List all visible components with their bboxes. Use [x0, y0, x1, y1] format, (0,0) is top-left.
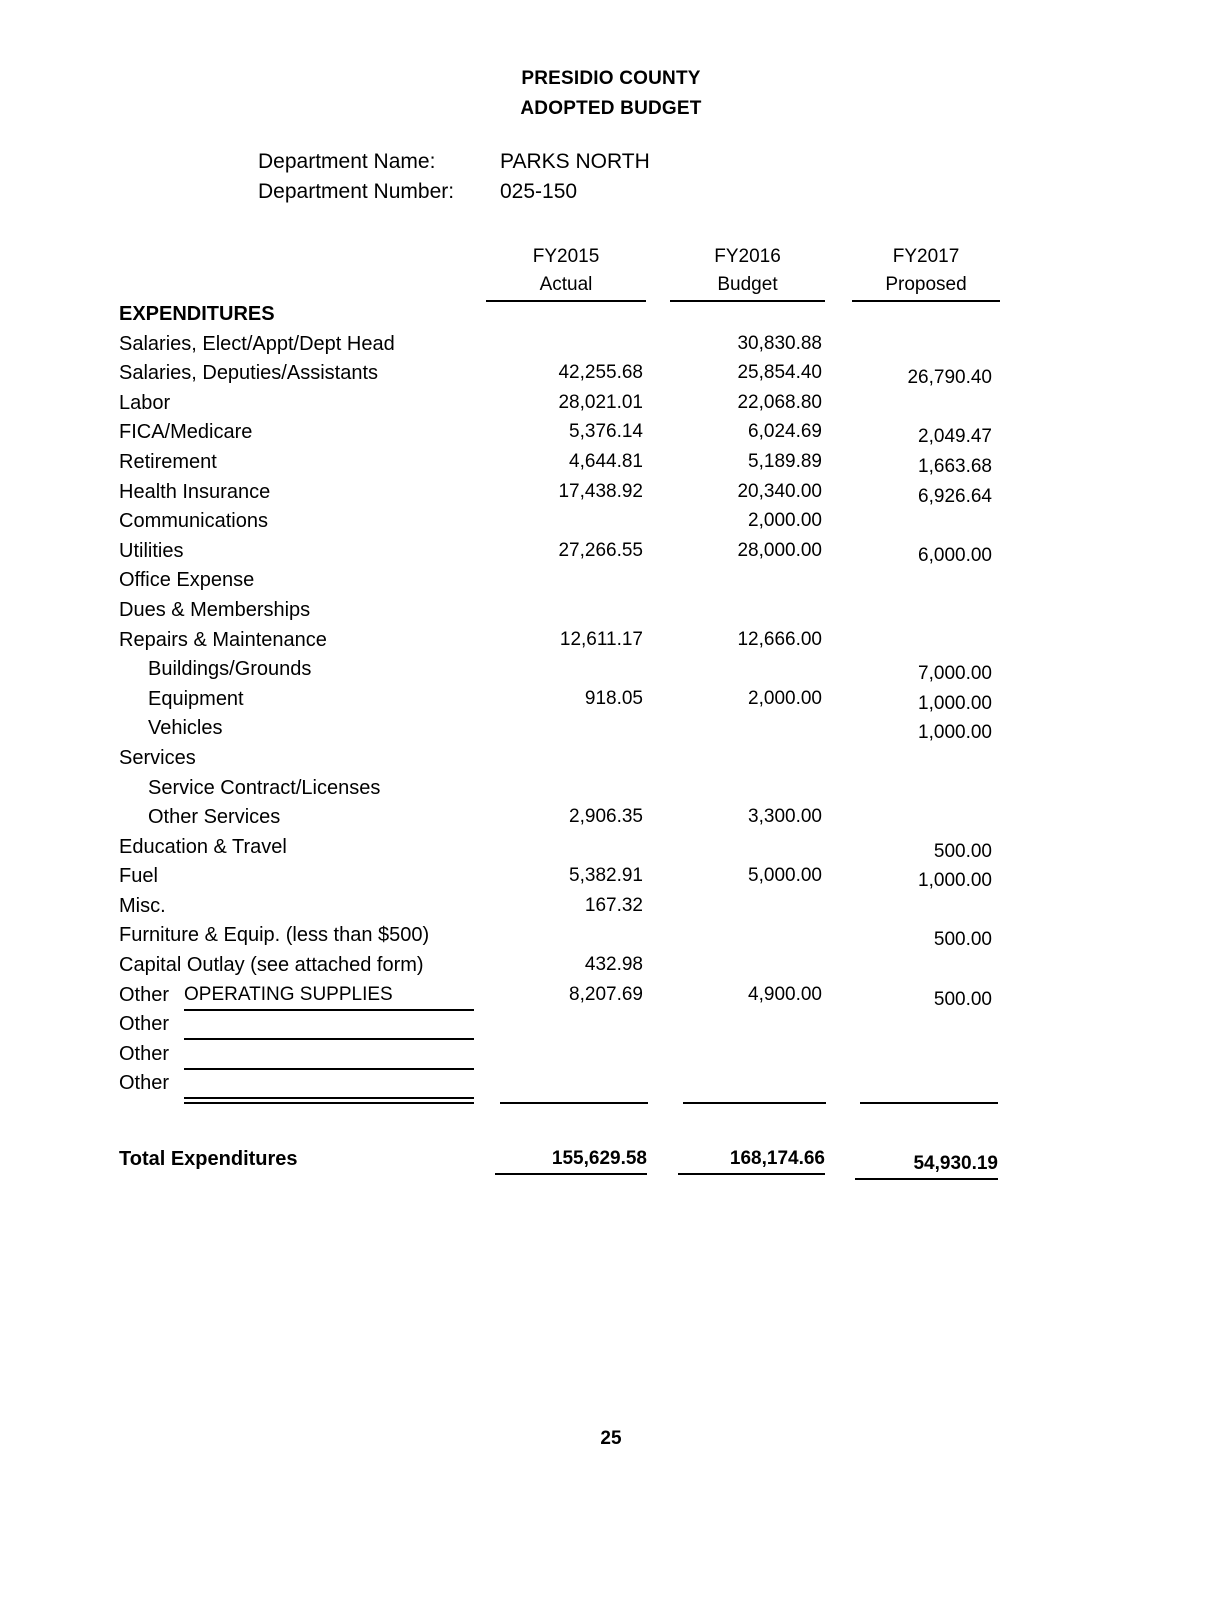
table-row [0, 895, 1222, 925]
table-row [0, 688, 1222, 718]
line-item-fy2016: 20,340.00 [737, 480, 822, 502]
line-item-label: Education & Travel [119, 835, 287, 858]
line-item-fy2015: 5,382.91 [569, 865, 643, 887]
line-item-fy2016: 12,666.00 [737, 628, 822, 650]
line-item-fy2015: 918.05 [584, 687, 643, 709]
line-item-label: Furniture & Equip. (less than $500) [119, 924, 430, 947]
pre-total-rules [0, 1102, 1222, 1128]
other-label: Other [119, 983, 170, 1006]
line-item-fy2016: 30,830.88 [737, 332, 822, 354]
line-item-label: Office Expense [119, 569, 255, 592]
table-row [0, 806, 1222, 836]
column-rule [486, 300, 646, 302]
other-row [0, 1043, 1222, 1073]
document-title [0, 64, 1222, 124]
line-item-label: Retirement [119, 450, 217, 473]
line-item-label: Other Services [148, 806, 281, 829]
table-row [0, 954, 1222, 984]
line-item-fy2016: 28,000.00 [737, 539, 822, 561]
pre-total-rule-fy2017 [860, 1102, 998, 1104]
line-item-label: Salaries, Deputies/Assistants [119, 362, 379, 385]
line-item-fy2016: 6,024.69 [748, 421, 822, 443]
line-item-rows [0, 333, 1222, 984]
line-item-fy2015: 5,376.14 [569, 421, 643, 443]
pre-total-rule-other [184, 1102, 474, 1104]
total-expenditures-row [0, 1148, 1222, 1188]
column-kind: Proposed [885, 274, 967, 295]
column-kind: Actual [539, 274, 593, 295]
table-row [0, 421, 1222, 451]
line-item-fy2017: 500.00 [933, 840, 992, 862]
title-line-county: PRESIDIO COUNTY [521, 68, 701, 89]
line-item-label: Vehicles [148, 717, 223, 740]
line-item-fy2017: 1,663.68 [918, 455, 992, 477]
column-header-fy2015 [486, 243, 646, 302]
line-item-fy2015: 2,906.35 [569, 806, 643, 828]
title-line-budget: ADOPTED BUDGET [520, 98, 702, 119]
line-item-fy2016: 2,000.00 [748, 687, 822, 709]
page-number: 25 [600, 1428, 622, 1449]
table-row [0, 540, 1222, 570]
department-name-value: PARKS NORTH [500, 150, 650, 173]
line-item-fy2016: 22,068.80 [737, 391, 822, 413]
line-item-fy2017: 2,049.47 [918, 426, 992, 448]
department-number-label: Department Number: [258, 180, 455, 203]
line-item-label: Buildings/Grounds [148, 658, 312, 681]
department-number-row [258, 180, 650, 210]
line-item-fy2017: 1,000.00 [918, 870, 992, 892]
line-item-label: FICA/Medicare [119, 421, 253, 444]
table-row [0, 747, 1222, 777]
line-item-label: Health Insurance [119, 480, 271, 503]
line-item-label: Communications [119, 510, 268, 533]
line-item-label: Dues & Memberships [119, 598, 311, 621]
line-item-fy2015: 17,438.92 [558, 480, 643, 502]
other-row [0, 1013, 1222, 1043]
line-item-fy2016: 25,854.40 [737, 362, 822, 384]
line-item-label: Misc. [119, 894, 166, 917]
section-heading: EXPENDITURES [119, 303, 275, 325]
section-heading-row [0, 303, 1222, 333]
table-row [0, 392, 1222, 422]
total-expenditures-fy2016: 168,174.66 [678, 1148, 825, 1175]
other-write-in-rows [0, 984, 1222, 1102]
table-row [0, 569, 1222, 599]
other-write-in-text[interactable]: OPERATING SUPPLIES [184, 983, 393, 1005]
line-item-fy2017: 6,926.64 [918, 485, 992, 507]
department-number-value: 025-150 [500, 180, 578, 203]
line-item-fy2017: 500.00 [933, 929, 992, 951]
line-item-fy2016: 5,189.89 [748, 450, 822, 472]
table-row [0, 599, 1222, 629]
other-row [0, 1072, 1222, 1102]
line-item-fy2015: 4,644.81 [569, 450, 643, 472]
line-item-fy2016: 5,000.00 [748, 865, 822, 887]
line-item-fy2015: 12,611.17 [559, 628, 643, 650]
line-item-label: Fuel [119, 865, 158, 888]
table-row [0, 836, 1222, 866]
pre-total-rule-fy2015 [500, 1102, 648, 1104]
other-fy2017: 500.00 [933, 988, 992, 1010]
line-item-fy2015: 167.32 [584, 894, 643, 916]
column-rule [670, 300, 825, 302]
table-row [0, 333, 1222, 363]
line-item-label: Repairs & Maintenance [119, 628, 327, 651]
table-row [0, 629, 1222, 659]
line-item-fy2017: 1,000.00 [918, 722, 992, 744]
column-rule [852, 300, 1000, 302]
line-item-label: Salaries, Elect/Appt/Dept Head [119, 332, 395, 355]
line-item-fy2015: 42,255.68 [558, 362, 643, 384]
line-item-label: Labor [119, 391, 171, 414]
line-item-label: Equipment [148, 687, 244, 710]
other-write-in-rule [184, 1068, 474, 1070]
column-header-fy2017 [852, 243, 1000, 302]
table-row [0, 777, 1222, 807]
table-row [0, 451, 1222, 481]
other-fy2016: 4,900.00 [748, 983, 822, 1005]
other-fy2015: 8,207.69 [569, 983, 643, 1005]
table-row [0, 362, 1222, 392]
other-label: Other [119, 1072, 170, 1095]
other-row [0, 984, 1222, 1014]
line-item-label: Utilities [119, 539, 184, 562]
line-item-fy2015: 28,021.01 [558, 391, 643, 413]
pre-total-rule-fy2016 [683, 1102, 826, 1104]
line-item-fy2017: 1,000.00 [918, 692, 992, 714]
line-item-label: Service Contract/Licenses [148, 776, 381, 799]
other-label: Other [119, 1042, 170, 1065]
total-expenditures-label: Total Expenditures [119, 1148, 298, 1171]
expenditures-table [0, 303, 1222, 1188]
department-name-row [258, 150, 650, 180]
line-item-fy2017: 6,000.00 [918, 544, 992, 566]
other-label: Other [119, 1013, 170, 1036]
column-kind: Budget [717, 274, 778, 295]
department-name-label: Department Name: [258, 150, 436, 173]
line-item-fy2016: 2,000.00 [748, 510, 822, 532]
line-item-fy2015: 27,266.55 [558, 539, 643, 561]
table-row [0, 717, 1222, 747]
column-fiscal-year: FY2016 [714, 246, 781, 267]
department-info [258, 150, 650, 210]
other-write-in-rule [184, 1009, 474, 1011]
column-fiscal-year: FY2017 [892, 246, 960, 267]
total-expenditures-fy2017: 54,930.19 [855, 1153, 998, 1180]
table-row [0, 865, 1222, 895]
table-row [0, 924, 1222, 954]
line-item-fy2015: 432.98 [584, 954, 643, 976]
other-write-in-rule [184, 1038, 474, 1040]
column-header-fy2016 [670, 243, 825, 302]
table-row [0, 510, 1222, 540]
other-write-in-rule [184, 1097, 474, 1099]
line-item-label: Capital Outlay (see attached form) [119, 954, 424, 977]
total-expenditures-fy2015: 155,629.58 [495, 1148, 647, 1175]
line-item-fy2017: 26,790.40 [907, 367, 992, 389]
table-row [0, 658, 1222, 688]
table-row [0, 481, 1222, 511]
line-item-fy2016: 3,300.00 [748, 806, 822, 828]
line-item-fy2017: 7,000.00 [918, 663, 992, 685]
column-fiscal-year: FY2015 [532, 246, 600, 267]
line-item-label: Services [119, 746, 196, 769]
